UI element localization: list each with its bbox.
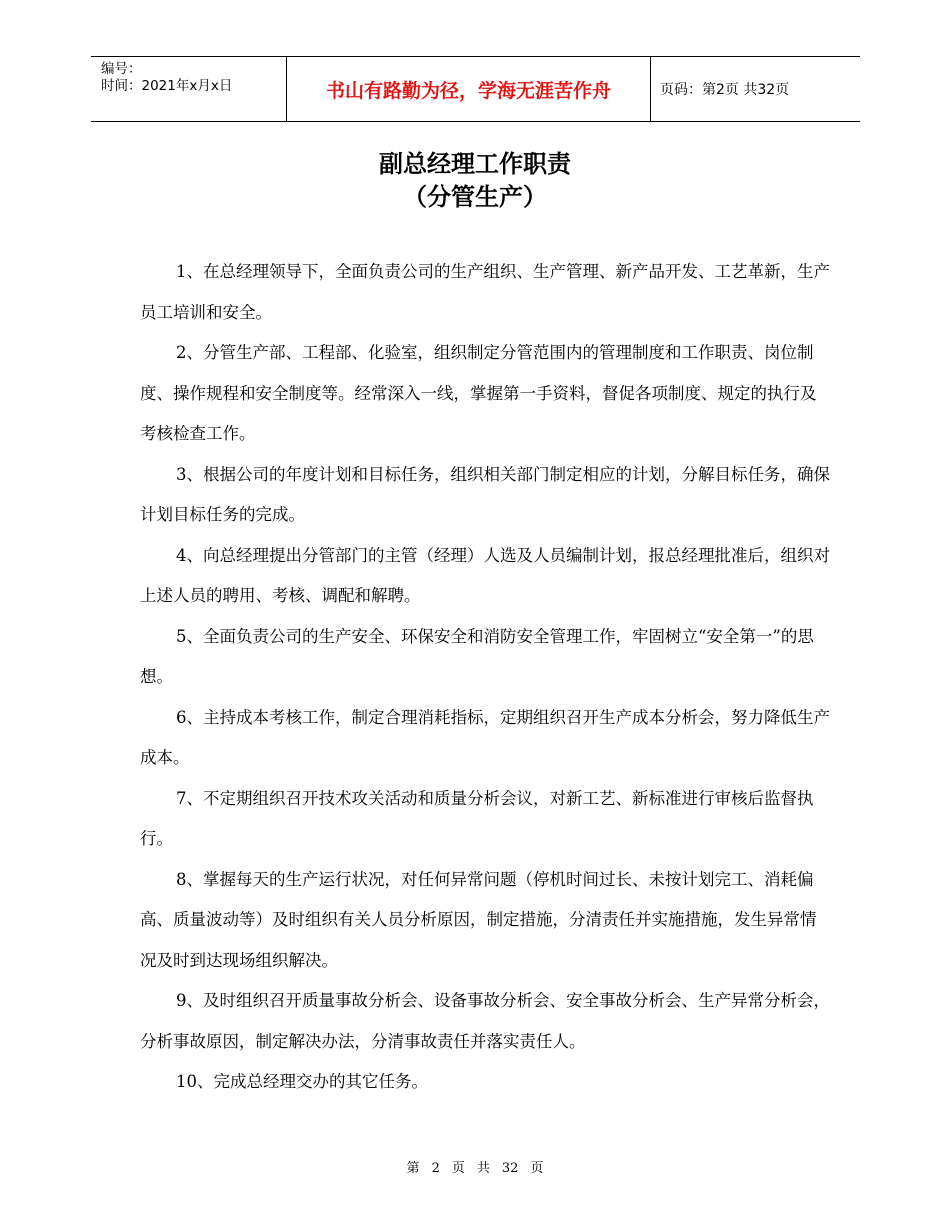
duty-paragraph-10: 10、完成总经理交办的其它任务。 [176, 1072, 428, 1091]
footer-di: 第 [406, 1161, 420, 1176]
footer-page-number: 2 [431, 1161, 440, 1176]
duty-paragraph-1: 1、在总经理领导下，全面负责公司的生产组织、生产管理、新产品开发、工艺革新，生产员工培训和安全。 [140, 262, 830, 322]
footer-ye: 页 [451, 1161, 465, 1176]
duty-paragraph-8: 8、掌握每天的生产运行状况，对任何异常问题（停机时间过长、未按计划完工、消耗偏高、质量波动等）及时组织有关人员分析原因，制定措施，分清责任并实施措施，发生异常情况及时到达现场组织解决。 [140, 869, 817, 970]
motto-text: 书山有路勤为径，学海无涯苦作舟 [325, 79, 611, 102]
document-body [140, 252, 830, 1103]
duty-paragraph-9: 9、及时组织召开质量事故分析会、设备事故分析会、安全事故分析会、生产异常分析会，分析事故原因，制定解决办法，分清事故责任并落实责任人。 [140, 991, 830, 1051]
page-info-text: 页码：第2页 共32页 [660, 82, 790, 98]
duty-paragraph-6: 6、主持成本考核工作，制定合理消耗指标，定期组织召开生产成本分析会，努力降低生产成本。 [140, 707, 830, 767]
duty-paragraph-3: 3、根据公司的年度计划和目标任务，组织相关部门制定相应的计划，分解目标任务，确保计划目标任务的完成。 [140, 464, 830, 524]
header-table [91, 56, 860, 122]
duty-paragraph-2: 2、分管生产部、工程部、化验室，组织制定分管范围内的管理制度和工作职责、岗位制度、操作规程和安全制度等。经常深入一线，掌握第一手资料，督促各项制度、规定的执行及考核检查工作。 [140, 343, 817, 443]
document-title: 副总经理工作职责 [379, 150, 571, 178]
duty-paragraph-5: 5、全面负责公司的生产安全、环保安全和消防安全管理工作，牢固树立“安全第一”的思想。 [140, 626, 814, 686]
page-info-cell [651, 57, 860, 121]
footer-total-pages: 32 [501, 1161, 519, 1176]
footer-gong: 共 [476, 1161, 490, 1176]
duty-paragraph-7: 7、不定期组织召开技术攻关活动和质量分析会议，对新工艺、新标准进行审核后监督执行。 [140, 788, 814, 848]
page-footer [0, 1157, 950, 1176]
header-meta-cell [91, 57, 287, 121]
motto-cell [287, 57, 651, 121]
duty-paragraph-4: 4、向总经理提出分管部门的主管（经理）人选及人员编制计划，报总经理批准后，组织对上述人员的聘用、考核、调配和解聘。 [140, 545, 830, 605]
number-label: 编号： [101, 61, 142, 77]
footer-ye-2: 页 [530, 1161, 544, 1176]
document-subtitle: （分管生产） [403, 183, 547, 211]
time-label: 时间：2021年x月x日 [101, 78, 233, 94]
